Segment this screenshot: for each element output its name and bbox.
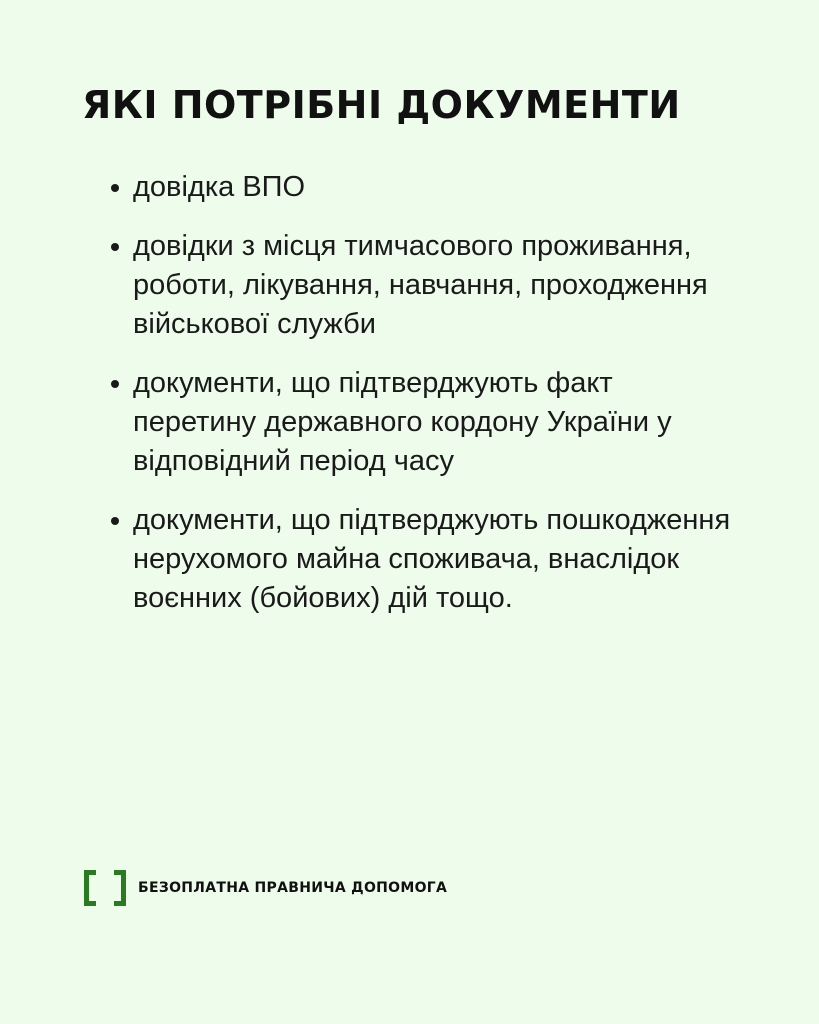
list-item: [82, 168, 742, 207]
list-item: [82, 227, 742, 344]
bullet-icon: [111, 517, 119, 525]
list-item-text: довідка ВПО: [133, 171, 306, 203]
left-bracket-icon: [84, 870, 96, 906]
list-item-text: документи, що підтверджують факт перетину державного кордону України у відповідний період часу: [133, 367, 672, 477]
list-item: [82, 364, 742, 481]
organization-name: БЕЗОПЛАТНА ПРАВНИЧА ДОПОМОГА: [138, 880, 448, 896]
bullet-icon: [111, 380, 119, 388]
list-item-text: довідки з місця тимчасового проживання, роботи, лікування, навчання, проходження військової служби: [133, 230, 708, 340]
bullet-icon: [111, 243, 119, 251]
right-bracket-icon: [114, 870, 126, 906]
page-title: ЯКІ ПОТРІБНІ ДОКУМЕНТИ: [82, 83, 681, 127]
list-item-text: документи, що підтверджують пошкодження нерухомого майна споживача, внаслідок воєнних (бойових) дій тощо.: [133, 504, 731, 614]
bullet-icon: [111, 184, 119, 192]
bracket-logo-icon: [84, 870, 126, 906]
footer-brand: [84, 870, 447, 906]
documents-list: [82, 168, 742, 638]
list-item: [82, 501, 742, 618]
